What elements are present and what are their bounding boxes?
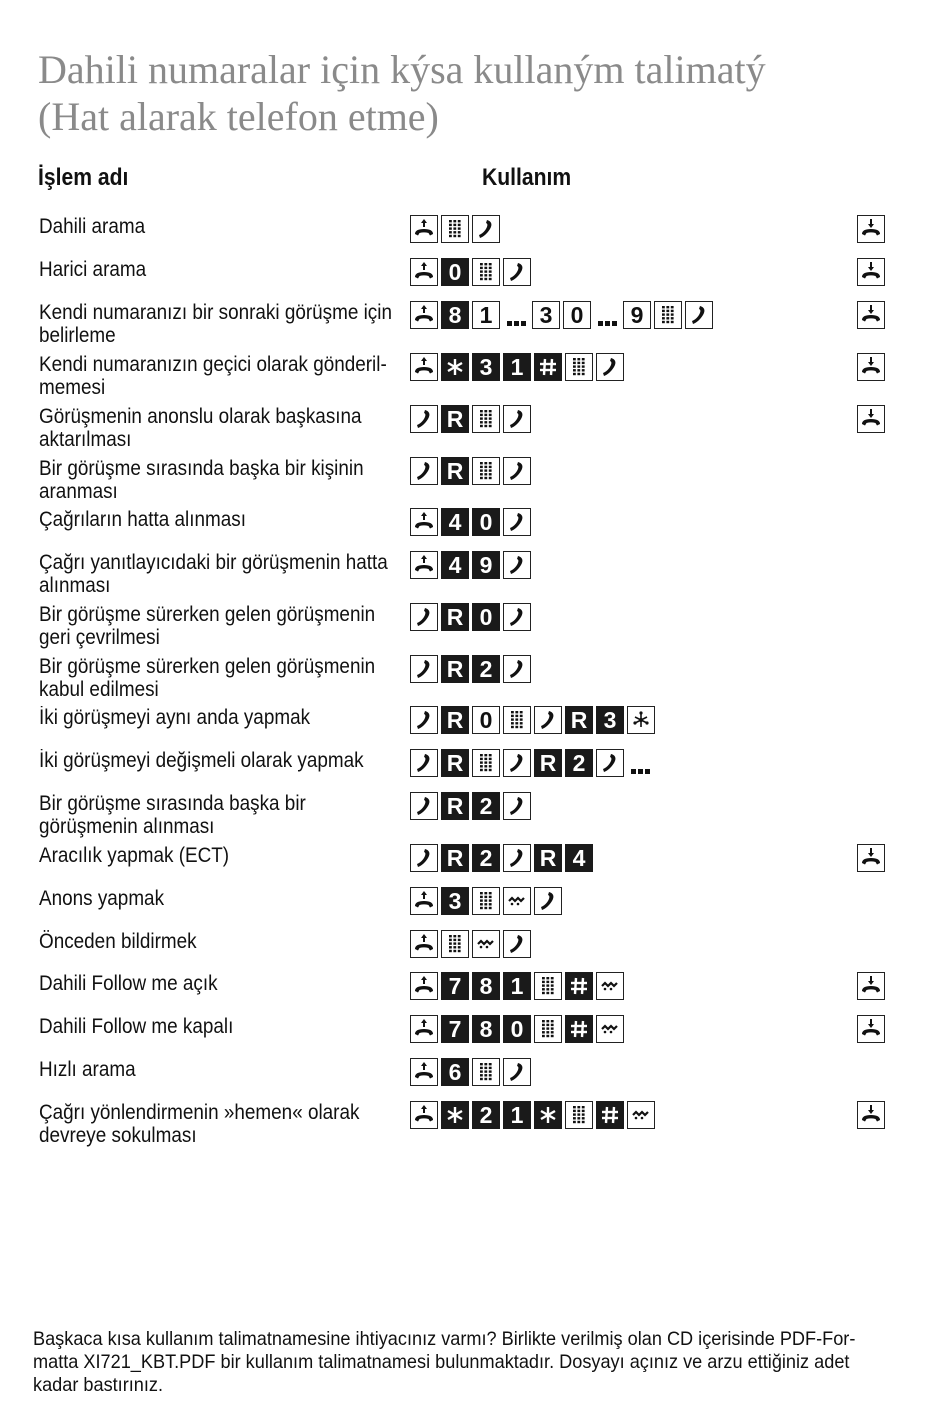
key-sequence: [410, 792, 534, 820]
operation-label-line: memesi: [39, 376, 106, 399]
operation-label: [39, 655, 399, 701]
operation-label: [39, 405, 399, 451]
talk-handset-icon: [503, 603, 531, 631]
key-label: 4: [565, 844, 593, 872]
key-label: 0: [563, 301, 591, 329]
wait-tone-icon: [503, 887, 531, 915]
star-key-icon: [534, 1101, 562, 1129]
operation-label-line: Harici arama: [39, 258, 147, 281]
hash-key-icon: [565, 972, 593, 1000]
keypad-digits-icon: [441, 930, 469, 958]
talk-handset-icon: [503, 258, 531, 286]
talk-handset-icon: [503, 551, 531, 579]
operation-label: [39, 749, 399, 772]
key-label: 8: [472, 1015, 500, 1043]
key-label: R: [534, 844, 562, 872]
key-label: 0: [441, 258, 469, 286]
operation-label-line: Anons yapmak: [39, 887, 165, 910]
talk-handset-icon: [503, 844, 531, 872]
key-label: 4: [441, 551, 469, 579]
ellipsis-icon: [503, 301, 529, 329]
column-header-usage: Kullanım: [482, 164, 572, 191]
key-label: 7: [441, 972, 469, 1000]
talk-handset-icon: [503, 1058, 531, 1086]
key-label: 0: [503, 1015, 531, 1043]
key-label: 8: [472, 972, 500, 1000]
keypad-digits-icon: [472, 749, 500, 777]
talk-handset-icon: [503, 655, 531, 683]
key-label: R: [441, 405, 469, 433]
handset-hangup-icon: [857, 258, 885, 286]
key-sequence: [410, 1101, 658, 1129]
operation-label: [39, 603, 399, 649]
key-label: 9: [472, 551, 500, 579]
operation-label-line: Dahili arama: [39, 215, 146, 238]
footer-line: matta XI721_KBT.PDF bir kullanım talimatnamesi bulunmaktadır. Dosyayı açınız ve arzu ettiğiniz adet: [33, 1351, 850, 1373]
ellipsis-icon: [627, 749, 653, 777]
talk-handset-icon: [410, 603, 438, 631]
key-label: 4: [441, 508, 469, 536]
key-label: 2: [472, 1101, 500, 1129]
operation-label: [39, 1058, 399, 1081]
footer-line: Başkaca kısa kullanım talimatnamesine ihtiyacınız varmı? Birlikte verilmiş olan CD içerisinde PDF-For-: [33, 1328, 856, 1350]
operation-label: [39, 215, 399, 238]
operation-label: [39, 353, 399, 399]
operation-label-line: Çağrı yönlendirmenin »hemen« olarak: [39, 1101, 360, 1124]
handset-lift-icon: [410, 551, 438, 579]
key-sequence: [410, 353, 627, 381]
handset-hangup-icon: [857, 844, 885, 872]
footer-line: kadar bastırınız.: [33, 1374, 164, 1396]
key-sequence: [410, 887, 565, 915]
wait-tone-icon: [596, 972, 624, 1000]
operation-label-line: Bir görüşme sürerken gelen görüşmenin: [39, 655, 376, 678]
handset-lift-icon: [410, 887, 438, 915]
talk-handset-icon: [503, 508, 531, 536]
key-sequence: [410, 215, 503, 243]
operation-label-line: Hızlı arama: [39, 1058, 136, 1081]
key-label: 0: [472, 603, 500, 631]
operation-label-line: kabul edilmesi: [39, 678, 159, 701]
keypad-digits-icon: [654, 301, 682, 329]
operation-label: [39, 1015, 399, 1038]
talk-handset-icon: [503, 930, 531, 958]
hash-key-icon: [596, 1101, 624, 1129]
talk-handset-icon: [685, 301, 713, 329]
talk-handset-icon: [503, 405, 531, 433]
key-label: 3: [532, 301, 560, 329]
key-sequence: [410, 405, 534, 433]
key-label: R: [441, 749, 469, 777]
key-sequence: [410, 844, 596, 872]
key-label: 3: [596, 706, 624, 734]
key-label: R: [565, 706, 593, 734]
talk-handset-icon: [410, 749, 438, 777]
operation-label: [39, 972, 399, 995]
key-sequence: [410, 301, 716, 329]
operation-label-line: alınması: [39, 574, 111, 597]
operation-label-line: İki görüşmeyi değişmeli olarak yapmak: [39, 749, 364, 772]
key-label: 0: [472, 706, 500, 734]
handset-hangup-icon: [857, 1015, 885, 1043]
key-sequence: [410, 1015, 627, 1043]
operation-label: [39, 706, 399, 729]
key-label: 2: [472, 655, 500, 683]
key-sequence: [410, 551, 534, 579]
operation-label-line: Kendi numaranızın geçici olarak gönderil-: [39, 353, 387, 376]
key-label: 1: [472, 301, 500, 329]
operation-label-line: aranması: [39, 480, 118, 503]
operation-label: [39, 508, 399, 531]
operation-label-line: İki görüşmeyi aynı anda yapmak: [39, 706, 311, 729]
keypad-digits-icon: [534, 972, 562, 1000]
key-sequence: [410, 258, 534, 286]
key-label: 1: [503, 353, 531, 381]
keypad-digits-icon: [534, 1015, 562, 1043]
key-label: 7: [441, 1015, 469, 1043]
hash-key-icon: [534, 353, 562, 381]
key-sequence: [410, 749, 656, 777]
operation-label-line: Dahili Follow me açık: [39, 972, 218, 995]
handset-lift-icon: [410, 301, 438, 329]
wait-tone-icon: [596, 1015, 624, 1043]
keypad-digits-icon: [503, 706, 531, 734]
operation-label-line: Aracılık yapmak (ECT): [39, 844, 230, 867]
keypad-digits-icon: [472, 887, 500, 915]
handset-lift-icon: [410, 1101, 438, 1129]
operation-label: [39, 887, 399, 910]
keypad-digits-icon: [472, 1058, 500, 1086]
key-label: 3: [441, 887, 469, 915]
star-key-icon: [441, 353, 469, 381]
handset-lift-icon: [410, 1015, 438, 1043]
key-label: 2: [472, 844, 500, 872]
key-sequence: [410, 603, 534, 631]
operation-label-line: Dahili Follow me kapalı: [39, 1015, 234, 1038]
talk-handset-icon: [410, 844, 438, 872]
handset-lift-icon: [410, 972, 438, 1000]
key-label: R: [534, 749, 562, 777]
talk-handset-icon: [410, 405, 438, 433]
operation-label-line: Çağrı yanıtlayıcıdaki bir görüşmenin hatta: [39, 551, 388, 574]
key-label: 6: [441, 1058, 469, 1086]
talk-handset-icon: [410, 706, 438, 734]
keypad-digits-icon: [441, 215, 469, 243]
key-label: R: [441, 844, 469, 872]
handset-lift-icon: [410, 353, 438, 381]
operation-label: [39, 258, 399, 281]
key-label: 1: [503, 972, 531, 1000]
talk-handset-icon: [503, 457, 531, 485]
key-sequence: [410, 930, 534, 958]
keypad-digits-icon: [472, 405, 500, 433]
handset-lift-icon: [410, 930, 438, 958]
operation-label: [39, 844, 399, 867]
key-label: R: [441, 706, 469, 734]
operation-label-line: Çağrıların hatta alınması: [39, 508, 246, 531]
key-label: R: [441, 792, 469, 820]
operation-label-line: aktarılması: [39, 428, 132, 451]
key-label: 0: [472, 508, 500, 536]
handset-hangup-icon: [857, 301, 885, 329]
keypad-digits-icon: [565, 353, 593, 381]
hash-key-icon: [565, 1015, 593, 1043]
handset-hangup-icon: [857, 405, 885, 433]
operation-label: [39, 930, 399, 953]
operation-label-line: Bir görüşme sırasında başka bir: [39, 792, 306, 815]
title-line: (Hat alarak telefon etme): [38, 94, 439, 139]
talk-handset-icon: [472, 215, 500, 243]
talk-handset-icon: [534, 706, 562, 734]
operation-label-line: devreye sokulması: [39, 1124, 197, 1147]
keypad-digits-icon: [565, 1101, 593, 1129]
title-line: Dahili numaralar için kýsa kullaným talimatý: [38, 47, 766, 92]
operation-label-line: Görüşmenin anonslu olarak başkasına: [39, 405, 362, 428]
operation-label-line: Kendi numaranızı bir sonraki görüşme için: [39, 301, 392, 324]
key-label: 2: [565, 749, 593, 777]
wait-tone-icon: [627, 1101, 655, 1129]
handset-hangup-icon: [857, 972, 885, 1000]
key-sequence: [410, 706, 658, 734]
operation-label-line: Bir görüşme sırasında başka bir kişinin: [39, 457, 364, 480]
handset-hangup-icon: [857, 215, 885, 243]
key-label: 2: [472, 792, 500, 820]
talk-handset-icon: [503, 749, 531, 777]
operation-label-line: geri çevrilmesi: [39, 626, 160, 649]
column-header-operation: İşlem adı: [38, 164, 129, 191]
talk-handset-icon: [410, 457, 438, 485]
conference-icon: [627, 706, 655, 734]
handset-lift-icon: [410, 215, 438, 243]
handset-lift-icon: [410, 508, 438, 536]
key-sequence: [410, 1058, 534, 1086]
handset-hangup-icon: [857, 1101, 885, 1129]
key-label: 3: [472, 353, 500, 381]
operation-label: [39, 301, 399, 347]
key-sequence: [410, 508, 534, 536]
talk-handset-icon: [410, 655, 438, 683]
handset-lift-icon: [410, 1058, 438, 1086]
talk-handset-icon: [534, 887, 562, 915]
talk-handset-icon: [596, 749, 624, 777]
talk-handset-icon: [503, 792, 531, 820]
key-label: R: [441, 655, 469, 683]
talk-handset-icon: [596, 353, 624, 381]
key-label: 8: [441, 301, 469, 329]
operation-label: [39, 1101, 399, 1147]
operation-label-line: görüşmenin alınması: [39, 815, 215, 838]
operation-label-line: Bir görüşme sürerken gelen görüşmenin: [39, 603, 376, 626]
key-sequence: [410, 972, 627, 1000]
handset-lift-icon: [410, 258, 438, 286]
talk-handset-icon: [410, 792, 438, 820]
wait-tone-icon: [472, 930, 500, 958]
key-label: R: [441, 457, 469, 485]
keypad-digits-icon: [472, 457, 500, 485]
operation-label-line: belirleme: [39, 324, 116, 347]
operation-label-line: Önceden bildirmek: [39, 930, 197, 953]
footer-note: [33, 1328, 856, 1397]
ellipsis-icon: [594, 301, 620, 329]
star-key-icon: [441, 1101, 469, 1129]
key-sequence: [410, 457, 534, 485]
keypad-digits-icon: [472, 258, 500, 286]
handset-hangup-icon: [857, 353, 885, 381]
key-label: R: [441, 603, 469, 631]
key-label: 9: [623, 301, 651, 329]
key-label: 1: [503, 1101, 531, 1129]
operation-label: [39, 792, 399, 838]
key-sequence: [410, 655, 534, 683]
operation-label: [39, 457, 399, 503]
operation-label: [39, 551, 399, 597]
